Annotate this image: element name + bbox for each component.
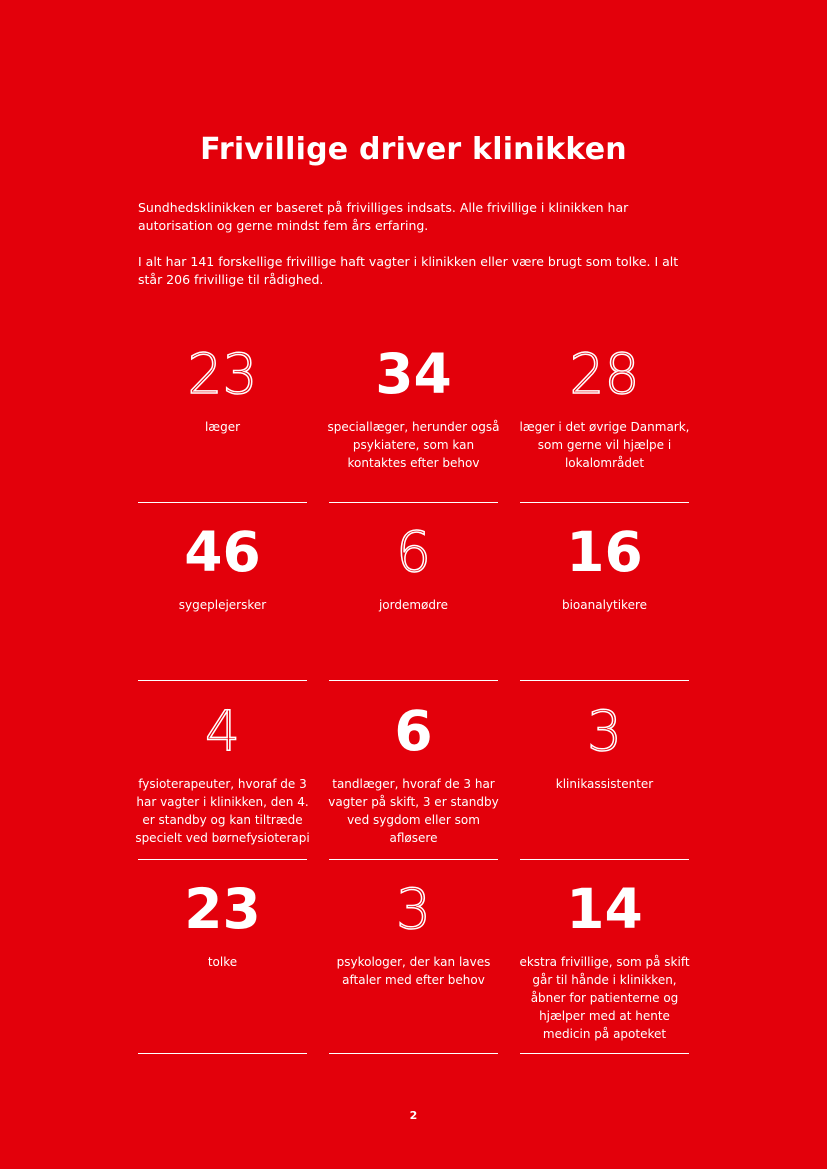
intro-paragraph-1: Sundhedsklinikken er baseret på frivilliges indsats. Alle frivillige i klinikken har autorisation og gerne mindst fem års erfaring. bbox=[138, 200, 629, 233]
intro-paragraph-2: I alt har 141 forskellige frivillige haft vagter i klinikken eller være brugt som tolke. I alt står 206 frivillige til rådighed. bbox=[138, 254, 679, 287]
stat-number: 3 bbox=[587, 699, 622, 763]
stat-label: tolke bbox=[207, 955, 238, 969]
stat-cell bbox=[520, 865, 689, 1054]
stat-cell bbox=[329, 687, 498, 860]
stat-number: 6 bbox=[394, 699, 433, 763]
stat-label: sygeplejersker bbox=[178, 598, 267, 612]
stat-cell bbox=[135, 687, 310, 860]
stat-cell bbox=[329, 330, 498, 503]
stat-label: psykologer, der kan laves aftaler med efter behov bbox=[336, 955, 491, 987]
stat-cell bbox=[520, 508, 689, 681]
stat-number: 14 bbox=[566, 877, 643, 941]
stat-cell bbox=[520, 330, 689, 503]
page-title: Frivillige driver klinikken bbox=[200, 132, 627, 167]
stat-number: 23 bbox=[187, 342, 258, 406]
stat-cell bbox=[138, 865, 307, 1054]
stat-number: 16 bbox=[566, 520, 643, 584]
stat-number: 28 bbox=[569, 342, 640, 406]
stat-label: speciallæger, herunder også psykiatere, som kan kontaktes efter behov bbox=[327, 420, 500, 470]
stat-cell bbox=[138, 508, 307, 681]
stat-number: 23 bbox=[184, 877, 261, 941]
stat-label: læger i det øvrige Danmark, som gerne vil hjælpe i lokalområdet bbox=[519, 420, 690, 470]
stat-cell bbox=[520, 687, 689, 860]
stat-label: fysioterapeuter, hvoraf de 3 har vagter i klinikken, den 4. er standby og kan tiltræde specielt ved børnefysioterapi bbox=[135, 777, 310, 845]
stat-label: bioanalytikere bbox=[561, 598, 648, 612]
stat-label: klinikassistenter bbox=[555, 777, 654, 791]
stat-number: 3 bbox=[396, 877, 431, 941]
stat-cell bbox=[329, 508, 498, 681]
stat-label: tandlæger, hvoraf de 3 har vagter på skift, 3 er standby ved sygdom eller som afløsere bbox=[328, 777, 499, 845]
page-number: 2 bbox=[409, 1109, 418, 1122]
stat-cell bbox=[329, 865, 498, 1054]
stats-grid bbox=[135, 330, 690, 1054]
stat-number: 6 bbox=[396, 520, 431, 584]
stat-cell bbox=[138, 330, 307, 503]
stat-number: 46 bbox=[184, 520, 261, 584]
stat-label: ekstra frivillige, som på skift går til hånde i klinikken, åbner for patienterne og hjælper med at hente medicin på apoteket bbox=[519, 955, 690, 1041]
stat-number: 4 bbox=[205, 699, 240, 763]
stat-number: 34 bbox=[375, 342, 452, 406]
stat-label: læger bbox=[204, 420, 241, 434]
stat-label: jordemødre bbox=[378, 598, 449, 612]
